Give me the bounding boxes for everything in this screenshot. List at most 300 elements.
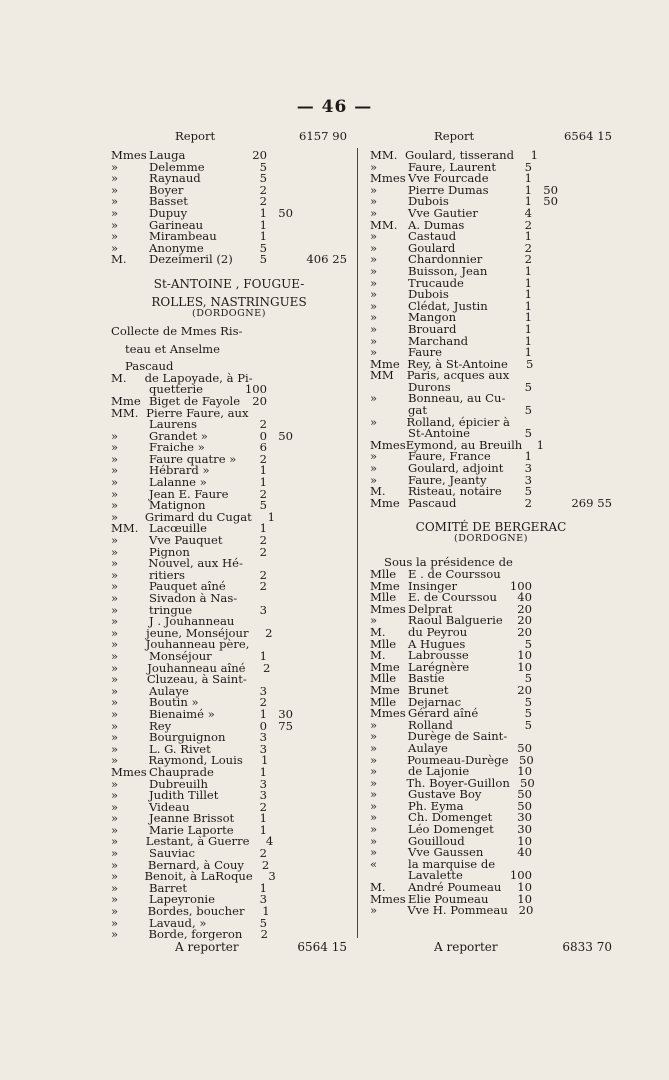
entry-subtotal: 406 25 <box>306 252 347 267</box>
entry-subtotal <box>564 859 612 871</box>
entry-name: Mirambeau <box>149 229 217 244</box>
entry-prefix: » <box>370 798 378 813</box>
entry-prefix: Mme <box>370 356 400 371</box>
entry-francs: 5 <box>524 706 532 721</box>
entry-name: Rolland <box>408 717 453 732</box>
entry-centimes <box>267 570 299 582</box>
entry-prefix: » <box>111 194 119 209</box>
entry-francs: 2 <box>259 417 267 432</box>
entry-name: Gérard aîné <box>408 706 479 721</box>
entry-centimes <box>267 231 299 243</box>
entry-name: Poumeau-Durège <box>407 752 509 767</box>
entry-prefix: » <box>111 428 119 443</box>
entry-centimes <box>276 373 305 385</box>
list-entry <box>370 882 612 894</box>
entry-subtotal <box>564 673 612 685</box>
entry-prefix: » <box>111 509 119 524</box>
list-entry <box>111 567 347 582</box>
entry-francs: 5 <box>259 252 267 267</box>
entry-subtotal <box>564 254 612 266</box>
list-entry <box>111 732 347 744</box>
entry-centimes <box>267 465 299 477</box>
entry-centimes <box>267 150 299 162</box>
entry-prefix: » <box>111 567 119 582</box>
entry-name: Brouard <box>408 321 457 336</box>
entry-francs: 20 <box>252 393 267 408</box>
entry-prefix: » <box>370 229 378 244</box>
entry-prefix: » <box>111 753 119 768</box>
entry-francs: 1 <box>524 229 532 244</box>
list-entry <box>370 495 612 510</box>
entry-centimes <box>532 743 564 755</box>
entry-subtotal <box>299 396 347 408</box>
list-entry <box>111 254 347 266</box>
entry-francs: 5 <box>259 171 267 186</box>
entry-name: Brunet <box>408 682 449 697</box>
entry-centimes <box>532 289 564 301</box>
entry-prefix: » <box>370 472 378 487</box>
entry-prefix: » <box>370 205 378 220</box>
entry-prefix: » <box>370 391 378 406</box>
entry-subtotal <box>564 836 612 848</box>
entry-prefix: » <box>111 730 119 745</box>
entry-name: Grandet » <box>149 428 208 443</box>
list-entry <box>370 833 612 848</box>
list-entry <box>111 173 347 185</box>
entry-prefix: Mlle <box>370 636 397 651</box>
entry-centimes <box>267 605 299 617</box>
list-entry <box>370 673 612 685</box>
footer-label: A reporter <box>434 940 498 954</box>
entry-francs: 5 <box>524 717 532 732</box>
entry-centimes <box>532 243 564 255</box>
entry-subtotal <box>564 173 612 185</box>
entry-subtotal <box>304 512 347 524</box>
list-entry <box>370 289 612 301</box>
entry-prefix: » <box>111 637 119 652</box>
list-entry <box>111 639 347 651</box>
entry-francs: 1 <box>536 437 545 452</box>
list-entry <box>111 697 347 709</box>
entry-subtotal <box>303 639 347 651</box>
entry-francs: 2 <box>524 217 532 232</box>
entry-francs: 5 <box>524 379 532 394</box>
list-entry <box>111 477 347 489</box>
entry-prefix: » <box>370 764 378 779</box>
entry-name: Vve Gaussen <box>408 845 484 860</box>
entry-francs: 1 <box>524 298 532 313</box>
entry-prefix: » <box>111 822 119 837</box>
entry-prefix: » <box>111 625 119 640</box>
entry-francs: 3 <box>259 683 267 698</box>
entry-subtotal <box>299 150 347 162</box>
entry-name: Videau <box>149 799 190 814</box>
entry-francs: 1 <box>267 509 276 524</box>
entry-francs: 5 <box>524 636 532 651</box>
entry-subtotal <box>301 906 347 918</box>
entry-subtotal <box>564 231 612 243</box>
entry-francs: 1 <box>259 475 267 490</box>
entry-subtotal <box>564 581 612 593</box>
entry-francs: 1 <box>524 345 532 360</box>
entry-francs: 2 <box>260 927 268 942</box>
entry-subtotal <box>299 535 347 547</box>
list-entry <box>111 871 347 883</box>
entry-centimes <box>533 905 565 917</box>
list-entry <box>370 636 612 651</box>
entry-centimes <box>267 918 299 930</box>
entry-name: Dejarnac <box>408 694 462 709</box>
entry-francs: 1 <box>524 321 532 336</box>
entry-francs: 1 <box>524 182 532 197</box>
entry-francs: 20 <box>517 624 532 639</box>
entry-francs: 10 <box>517 648 532 663</box>
entry-name: Dubois <box>408 194 449 209</box>
entry-francs: 2 <box>259 567 267 582</box>
entry-centimes <box>532 592 564 604</box>
entry-name: Clédat, Justin <box>408 298 488 313</box>
entry-prefix: Mme <box>370 578 400 593</box>
entry-prefix: » <box>111 927 119 942</box>
entry-prefix: Mme <box>370 682 400 697</box>
entry-name: Barret <box>149 880 188 895</box>
entry-name: Aulaye <box>408 740 448 755</box>
entry-subtotal <box>299 500 347 512</box>
entry-subtotal <box>299 185 347 197</box>
entry-francs: 5 <box>524 159 532 174</box>
list-entry <box>370 775 612 790</box>
entry-prefix: Mlle <box>370 590 397 605</box>
section-heading: COMITÉ DE BERGERAC <box>415 520 567 535</box>
entry-prefix: » <box>370 775 378 790</box>
list-entry <box>370 321 612 336</box>
list-entry <box>370 173 612 185</box>
entry-subtotal <box>299 709 347 721</box>
entry-subtotal <box>301 663 347 675</box>
entry-prefix: MM. <box>370 148 398 162</box>
list-entry <box>111 465 347 477</box>
entry-subtotal <box>564 347 612 359</box>
entry-name: Rey, à St-Antoine <box>407 356 508 371</box>
entry-centimes <box>532 486 564 498</box>
entry-francs: 30 <box>517 822 532 837</box>
entry-francs: 5 <box>526 356 534 371</box>
entry-name: Grimard du Cugat <box>144 509 252 524</box>
entry-name: Ph. Eyma <box>408 798 464 813</box>
report-label: Report <box>175 129 216 143</box>
entry-prefix: M. <box>370 880 386 895</box>
entry-name: Pierre Faure, aux <box>146 405 249 420</box>
entry-centimes <box>267 848 299 860</box>
entry-prefix: » <box>370 310 378 325</box>
entry-name: Marie Laporte <box>149 822 234 837</box>
entry-subtotal <box>564 592 612 604</box>
entry-francs: 1 <box>259 463 267 478</box>
entry-subtotal <box>564 894 612 906</box>
entry-name: A Hugues <box>408 636 466 651</box>
entry-centimes <box>532 278 564 290</box>
entry-francs: 3 <box>259 730 267 745</box>
entry-francs: 50 <box>517 740 532 755</box>
entry-centimes <box>267 651 299 663</box>
entry-name: Durège de Saint- <box>407 729 508 744</box>
entry-francs: 10 <box>517 659 532 674</box>
entry-centimes <box>532 662 564 674</box>
entry-subtotal <box>564 185 612 197</box>
entry-centimes <box>534 755 565 767</box>
entry-subtotal <box>299 454 347 466</box>
entry-francs: 6 <box>259 440 267 455</box>
list-entry <box>370 708 612 720</box>
entry-centimes <box>267 477 299 489</box>
entry-francs: 1 <box>524 275 532 290</box>
entry-francs: 5 <box>259 915 267 930</box>
entry-prefix: M. <box>370 648 386 663</box>
entry-subtotal <box>303 408 347 420</box>
entry-centimes <box>532 894 564 906</box>
list-entry <box>111 593 347 605</box>
entry-name: Rey <box>149 718 172 733</box>
entry-prefix: » <box>370 333 378 348</box>
entry-francs: 2 <box>259 451 267 466</box>
list-entry <box>111 523 347 535</box>
entry-name: Goulard, tisserand <box>404 148 515 162</box>
list-entry <box>111 419 347 431</box>
entry-centimes <box>267 581 299 593</box>
entry-subtotal <box>299 431 347 443</box>
list-entry <box>370 205 612 220</box>
entry-subtotal <box>300 860 347 872</box>
entry-centimes <box>532 639 564 651</box>
entry-subtotal <box>564 615 612 627</box>
entry-francs: 3 <box>524 472 532 487</box>
entry-name: Hébrard » <box>149 463 210 478</box>
list-entry <box>370 569 612 581</box>
entry-centimes <box>544 440 572 452</box>
entry-subtotal <box>299 616 347 628</box>
entry-francs: 1 <box>259 706 267 721</box>
entry-centimes <box>267 489 299 501</box>
entry-subtotal <box>299 570 347 582</box>
entry-centimes <box>532 463 564 475</box>
entry-francs: 2 <box>259 194 267 209</box>
entry-subtotal <box>566 778 612 790</box>
entry-prefix: Mlle <box>370 671 397 686</box>
list-entry <box>111 764 347 779</box>
entry-name: Lauga <box>149 148 186 162</box>
entry-prefix: MM <box>370 368 394 383</box>
entry-francs: 1 <box>524 333 532 348</box>
entry-name: Sivadon à Nas- <box>149 591 238 605</box>
entry-francs: 4 <box>524 205 532 220</box>
entry-subtotal <box>299 848 347 860</box>
entry-francs: 2 <box>262 660 271 675</box>
entry-name: la marquise de <box>408 856 496 871</box>
list-entry <box>370 659 612 674</box>
list-entry <box>111 718 347 733</box>
note-text: teau et Anselme <box>125 341 221 356</box>
entry-centimes <box>532 847 564 859</box>
entry-name: Lalanne » <box>149 475 207 490</box>
entry-subtotal <box>564 463 612 475</box>
entry-subtotal <box>564 312 612 324</box>
entry-name: Pierre Dumas <box>408 182 489 197</box>
page-number: — 46 — <box>296 97 373 117</box>
entry-subtotal <box>300 558 347 570</box>
left-footer <box>111 939 347 955</box>
entry-name: Raymond, Louis <box>148 753 243 768</box>
entry-centimes <box>273 408 303 420</box>
entry-francs: 2 <box>524 252 532 267</box>
entry-prefix: » <box>370 810 378 825</box>
entry-centimes <box>267 442 299 454</box>
entry-prefix: Mlle <box>370 567 397 581</box>
entry-prefix: » <box>370 345 378 360</box>
entry-centimes <box>532 708 564 720</box>
entry-name: Lavaud, » <box>149 915 207 930</box>
entry-francs: 5 <box>524 694 532 709</box>
entry-name: Dubreuilh <box>149 776 208 791</box>
entry-francs: 2 <box>265 625 273 640</box>
entry-prefix: » <box>111 915 119 930</box>
entry-subtotal <box>564 162 612 174</box>
entry-centimes <box>532 254 564 266</box>
entry-name: Dubois <box>408 287 449 302</box>
entry-name: Biget de Fayole <box>149 393 241 408</box>
entry-prefix: » <box>111 475 119 490</box>
entry-subtotal <box>564 639 612 651</box>
entry-name: Insinger <box>408 578 457 593</box>
list-entry <box>111 150 347 162</box>
entry-centimes <box>532 451 564 463</box>
entry-prefix: » <box>370 182 378 197</box>
entry-subtotal <box>299 918 347 930</box>
entry-francs: 100 <box>509 868 532 883</box>
entry-subtotal <box>564 685 612 697</box>
list-entry <box>370 231 612 243</box>
entry-name: Faure, France <box>408 449 491 464</box>
list-entry <box>111 790 347 802</box>
entry-subtotal <box>565 731 612 743</box>
entry-centimes <box>532 231 564 243</box>
entry-prefix: » <box>111 451 119 466</box>
entry-subtotal <box>564 870 612 882</box>
entry-prefix: » <box>111 614 119 629</box>
entry-name: Chauprade <box>149 764 214 779</box>
entry-centimes <box>532 615 564 627</box>
entry-centimes <box>267 883 299 895</box>
entry-francs: 5 <box>259 159 267 174</box>
entry-subtotal <box>564 278 612 290</box>
entry-centimes <box>532 475 564 487</box>
report-label: Report <box>434 129 475 143</box>
entry-name: Vve Gautier <box>408 205 478 220</box>
entry-prefix: » <box>111 229 119 244</box>
entry-francs: 2 <box>261 857 270 872</box>
entry-subtotal <box>299 489 347 501</box>
entry-subtotal <box>299 825 347 837</box>
entry-francs: 0 <box>259 428 267 443</box>
entry-subtotal <box>299 790 347 802</box>
entry-centimes <box>532 697 564 709</box>
entry-centimes <box>532 324 564 336</box>
entry-name: Faure, Laurent <box>408 159 497 174</box>
list-entry <box>370 414 612 429</box>
entry-name: Monséjour <box>149 648 212 663</box>
list-entry <box>370 196 612 208</box>
entry-prefix: » <box>370 717 378 732</box>
entry-prefix: » <box>111 672 119 687</box>
entry-name: Lacœuille <box>149 521 208 536</box>
entry-name: Delprat <box>408 601 453 616</box>
entry-francs: 2 <box>259 579 267 594</box>
entry-centimes <box>532 301 564 313</box>
entry-centimes <box>532 162 564 174</box>
list-entry <box>370 650 612 662</box>
entry-prefix: Mmes <box>111 148 147 162</box>
entry-name: Gustave Boy <box>408 787 482 802</box>
entry-subtotal <box>565 755 612 767</box>
entry-francs: 2 <box>259 486 267 501</box>
list-entry <box>370 333 612 348</box>
entry-subtotal <box>299 744 347 756</box>
entry-centimes <box>267 802 299 814</box>
entry-subtotal <box>305 373 347 385</box>
entries-list <box>370 150 612 917</box>
entry-centimes: 50 <box>278 205 293 220</box>
entry-centimes <box>267 523 299 535</box>
entry-prefix: » <box>111 182 119 197</box>
list-entry <box>370 463 612 475</box>
list-entry <box>370 370 612 382</box>
list-entry <box>111 674 347 686</box>
list-entry <box>370 592 612 604</box>
entry-subtotal <box>299 419 347 431</box>
entry-centimes <box>532 766 564 778</box>
entry-prefix: » <box>370 729 378 744</box>
entry-prefix: » <box>370 194 378 209</box>
entry-prefix: » <box>111 498 119 513</box>
entry-name: Raynaud <box>149 171 201 186</box>
entry-francs: 4 <box>265 834 274 849</box>
entry-prefix: » <box>111 486 119 501</box>
entry-prefix: Mmes <box>370 706 406 721</box>
entry-name: Goulard, adjoint <box>408 461 504 476</box>
entry-name: tringue <box>149 602 193 617</box>
entry-name: Bordes, boucher <box>147 904 245 919</box>
list-entry <box>370 217 612 232</box>
entry-name: St-Antoine <box>408 426 471 441</box>
entry-centimes: 30 <box>278 706 293 721</box>
entry-prefix: » <box>111 440 119 455</box>
entry-subtotal <box>299 593 347 605</box>
list-entry <box>111 231 347 243</box>
entry-subtotal <box>299 581 347 593</box>
entry-subtotal <box>564 382 612 394</box>
list-entry <box>111 451 347 466</box>
entry-name: Paris, acques aux <box>406 368 510 383</box>
entry-prefix: » <box>370 822 378 837</box>
entry-subtotal <box>303 836 347 848</box>
entry-prefix: MM. <box>111 405 139 420</box>
entry-prefix: » <box>370 461 378 476</box>
entry-name: Dupuy <box>149 205 188 220</box>
entry-prefix: MM. <box>111 521 139 536</box>
entry-name: Trucaude <box>408 275 464 290</box>
list-entry <box>111 217 347 232</box>
entry-subtotal <box>564 882 612 894</box>
entry-subtotal <box>299 883 347 895</box>
